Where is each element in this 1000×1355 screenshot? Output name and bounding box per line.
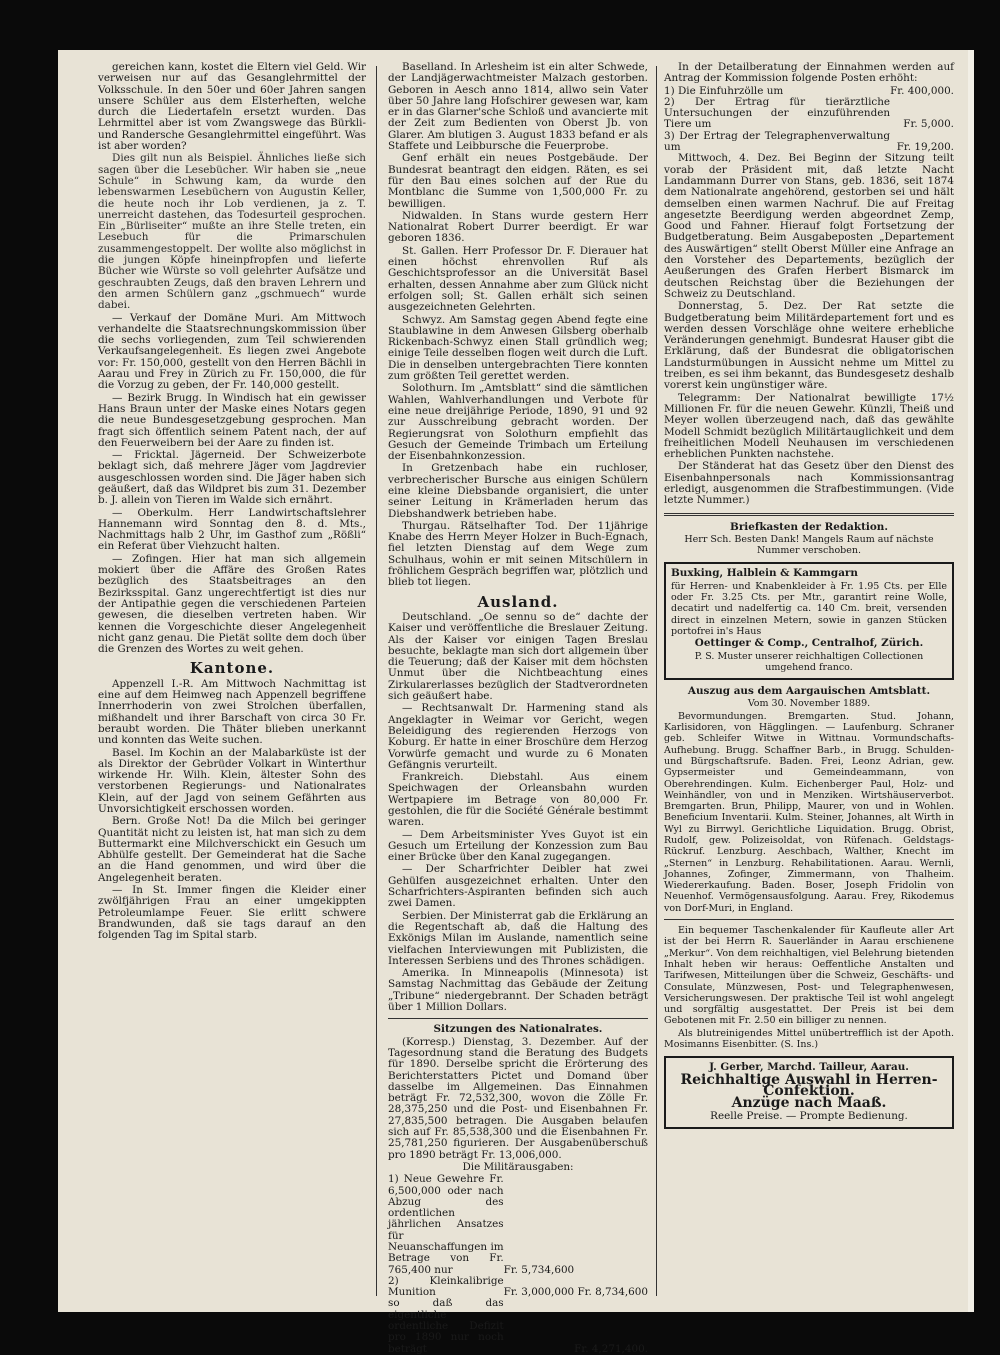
article-text: Donnerstag, 5. Dez. Der Rat setzte die Budgetberatung beim Militärdepartement fort und es werden dessen Vorschläge ohne weitere erhebliche Veränderungen genehmigt. Bundesrat Hauser gibt die Erklärung, daß der Bundesrat die obligatorischen Landsturmübungen in Aussicht nehme um Mittel zu treiben, es sei ihm bekannt, das Bundesgesetz deshalb vorerst kein ungünstiger wäre. <box>664 300 954 392</box>
ad-text: P. S. Muster unserer reichhaltigen Collectionen umgehend franco. <box>694 650 924 673</box>
article-text: — Rechtsanwalt Dr. Harmening stand als Angeklagter in Weimar vor Gericht, wegen Beleidigung des regierenden Herzogs von Koburg. Er hatte in einer Broschüre dem Herzog Vorwürfe gemacht und wurde zu 6 Monaten Gefängnis verurteilt. <box>388 702 648 771</box>
amtsblatt-text: Bevormundungen. Bremgarten. Stud. Johann, Karlisidoren, von Hägglingen. — Laufenburg. Schraner geb. Schleifer Witwe in Wittnau. Vormundschafts-Aufhebung. Brugg. Schaffner Barb., in Brugg. Schulden- und Bürgschaftsrufe. Baden. Frei, Leonz Adrian, gew. Gypsermeister und Gemeindeammann, von Oberehrendingen. Kulm. Eichenberger Paul, Holz- und Weinhändler, von und in Menziken. Wirtshäuserverbot. Bremgarten. Brun, Philipp, Maurer, von und in Wohlen. Beneficium Inventarii. Kulm. Steiner, Johannes, alt Wirth in Wyl zu Birrwyl. Gerichtliche Liquidation. Brugg. Obrist, Rudolf, gew. Polizeisoldat, von Rüfenach. Geldstags-Rückruf. Lenzburg. Aeschbach, Walther, Knecht im „Sternen“ in Lenzburg. Rehabilitationen. Aarau. Wernli, Johannes, Zofinger, Zimmermann, von Thalheim. Wiedererkaufung. Baden. Boser, Joseph Fridolin von Neuenhof. Vermögensausfolgung. Aarau. Frey, Rikodemus von Dorf-Muri, in England. <box>664 710 954 914</box>
section-heading-briefkasten: Briefkasten der Redaktion. <box>730 520 888 533</box>
article-text: Dies gilt nun als Beispiel. Ähnliches ließe sich sagen über die Lesebücher. Wir haben sie „neue Schule“ in Schwung kam, da wurde den lebenswarmen Lesebüchern von Augustin Keller, die heute noch ihr Lob verdienen, ja z. T. unerreicht dastehen, das Todesurteil gesprochen. Ein „Bürliseiter“ mußte an ihre Stelle treten, ein Lesebuch für die Primarschulen zusammengestoppelt. Der wollte also möglichst in die jungen Köpfe hineinpfropfen und lieferte Bücher wie Würste so voll gelehrter Aufsätze und geschraubten Zeugs, daß den braven Lehrern und den armen Schülern ganz „gschmuech“ wurde dabei. <box>98 152 366 312</box>
article-text: St. Gallen. Herr Professor Dr. F. Dierauer hat einen höchst ehrenvollen Ruf als Geschichtsprofessor an die Universität Basel erhalten, dessen Annahme aber zum Glück nicht erfolgen soll; St. Gallen erhält sich seinen ausgezeichneten Gelehrten. <box>388 244 648 314</box>
article-text: Herr Sch. Besten Dank! Mangels Raum auf nächste Nummer verschoben. <box>684 533 934 557</box>
page-edge <box>968 50 974 1312</box>
article-text: Baselland. In Arlesheim ist ein alter Schwede, der Landjägerwachtmeister Malzach gestorben. Geboren in Aesch anno 1814, allwo sein Vater über 50 Jahre lang Hofschirer gewesen war, kam er in das Glarner'sche Schloß und avancierte mit der Zeit zum Bedienten von Oberst Jb. von Glarer. Am blutigen 3. August 1833 befand er als Staffete und Leibbursche die Feuerprobe. <box>388 61 648 153</box>
article-text: Der Ständerat hat das Gesetz über den Dienst des Eisenbahnpersonals nach Kommissionsantrag erledigt, ausgenommen die Strafbestimmungen. (Vide letzte Nummer.) <box>664 460 954 507</box>
article-text: Schwyz. Am Samstag gegen Abend fegte eine Staublawine in dem Anwesen Gilsberg oberhalb Rickenbach-Schwyz einen Stall gründlich weg; einige Teile desselben flogen weit durch die Luft. Die in denselben untergebrachten Tiere konnten zum größten Teil gerettet werden. <box>388 313 648 383</box>
article-text: Frankreich. Diebstahl. Aus einem Speichwagen der Orleansbahn wurden Wertpapiere im Betrage von 80,000 Fr. gestohlen, die für die Société Générale bestimmt waren. <box>388 771 648 829</box>
column-rule <box>656 66 657 1296</box>
section-heading-nationalrat: Sitzungen des Nationalrates. <box>433 1023 603 1036</box>
revenue-label: 3) Der Ertrag der Telegraphenverwaltung um <box>664 129 891 154</box>
ad-firm: Oettinger & Comp., Centralhof, Zürich. <box>694 637 924 650</box>
divider <box>664 919 954 920</box>
newspaper-page <box>58 50 974 1355</box>
revenue-value: Fr. 5,000. <box>903 118 954 131</box>
article-text: Serbien. Der Ministerrat gab die Erklärung an die Regentschaft ab, daß die Haltung des Exkönigs Milan im Auslande, namentlich seine vielfachen Interviewungen mit Publizisten, die Interessen Serbiens und des Thrones schädigen. <box>388 909 648 967</box>
budget-total: Fr. 8,734,600 <box>577 1286 648 1299</box>
divider <box>664 513 954 516</box>
ad-text: Als blutreinigendes Mittel unübertrefflich ist der Apoth. Mosimanns Eisenbitter. (S. Ins.) <box>664 1027 954 1051</box>
article-text: — Dem Arbeitsminister Yves Guyot ist ein Gesuch um Erteilung der Konzession zum Bau einer Brücke über den Kanal zugegangen. <box>388 828 648 864</box>
amtsblatt-date: Vom 30. November 1889. <box>747 698 871 710</box>
article-text: In Gretzenbach habe ein ruchloser, verbrecherischer Bursche aus einigen Schülern eine kleine Diebsbande organisiert, die unter seiner Leitung in Krämerladen herum das Diebshandwerk betrieben habe. <box>388 462 648 520</box>
article-text: Thurgau. Rätselhafter Tod. Der 11jährige Knabe des Herrn Meyer Holzer in Buch-Egnach, fiel letzten Dienstag auf dem Wege zum Schulhaus, wohin er mit seinen Mitschülern in fröhlichem Gespräch begriffen war, plötzlich und blieb tot liegen. <box>388 519 648 589</box>
revenue-value: Fr. 19,200. <box>896 141 954 154</box>
article-text: In der Detailberatung der Einnahmen werden auf Antrag der Kommission folgende Posten erhöht: <box>664 61 954 85</box>
revenue-label: 2) Der Ertrag für tierärztliche Untersuchungen der einzuführenden Tiere um <box>664 95 891 131</box>
article-text: Bern. Große Not! Da die Milch bei geringer Quantität nicht zu leisten ist, hat man sich zu dem Buttermarkt eine Milchverschickt ein Gesuch um Abhülfe gestellt. Der Gemeinderat hat die Sache an die Hand genommen, und wird über die Angelegenheit beraten. <box>98 815 366 884</box>
column-left <box>98 62 366 1302</box>
divider <box>388 1018 648 1019</box>
column-right <box>664 62 954 1302</box>
subheading-military: Die Militärausgaben: <box>462 1160 574 1173</box>
article-text: Genf erhält ein neues Postgebäude. Der Bundesrat beantragt den eidgen. Räten, es sei für den Bau eines solchen auf der Rue du Montblanc die Summe von 1,500,000 Fr. zu bewilligen. <box>388 152 648 210</box>
article-text: Amerika. In Minneapolis (Minnesota) ist Samstag Nachmittag das Gebäude der Zeitung „Tribune“ niedergebrannt. Der Schaden beträgt über 1 Million Dollars. <box>388 967 648 1014</box>
article-text: (Korresp.) Dienstag, 3. Dezember. Auf der Tagesordnung stand die Beratung des Budgets für 1890. Derselbe spricht die Erörterung des Berichterstatters Pictet und Domand über dasselbe im Allgemeinen. Das Einnahmen beträgt Fr. 72,532,300, wovon die Zölle Fr. 28,375,250 und die Post- und Eisenbahnen Fr. 27,835,500 betragen. Die Ausgaben belaufen sich auf Fr. 85,538,300 und die Eisenbahnen Fr. 25,781,250 figurieren. Der Ausgabenüberschuß pro 1890 beträgt Fr. 13,006,000. <box>388 1035 648 1161</box>
revenue-value: Fr. 400,000. <box>890 84 954 97</box>
article-text: Solothurn. Im „Amtsblatt“ sind die sämtlichen Wahlen, Wahlverhandlungen und Verbote für eine neue dreijährige Periode, 1890, 91 und 92 zur Ausschreibung gebracht worden. Der Regierungsrat von Solothurn empfiehlt das Gesuch der Gemeinde Trimbach um Erteilung der Eisenbahnkonzession. <box>388 382 648 463</box>
article-text: Nidwalden. In Stans wurde gestern Herr Nationalrat Robert Durrer beerdigt. Er war geboren 1836. <box>388 209 648 245</box>
advertisement-box <box>664 562 954 680</box>
section-heading-ausland: Ausland. <box>477 592 559 611</box>
budget-label: 1) Neue Gewehre Fr. 6,500,000 oder nach Abzug des ordentlichen jährlichen Ansatzes für Neuanschaffungen im Betrage von Fr. 765,400 nur <box>388 1173 504 1276</box>
article-text: — Der Scharfrichter Deibler hat zwei Gehülfen ausgezeichnet erhalten. Unter den Scharfrichters-Aspiranten befinden sich auch zwei Damen. <box>388 863 648 910</box>
ad-title: Buxking, Halblein & Kammgarn <box>671 567 858 580</box>
budget-value: Fr. 5,734,600 <box>503 1263 575 1276</box>
column-rule <box>376 66 377 1296</box>
revenue-table <box>664 86 954 154</box>
article-text: — Fricktal. Jägerneid. Der Schweizerbote beklagt sich, daß mehrere Jäger vom Jagdrevier ausgeschlossen worden sind. Die Jäger haben sich geäußert, daß das Wildpret bis zum 31. Dezember b. J. allein von Tieren im Walde sich ernährt. <box>98 449 366 507</box>
article-text: — In St. Immer fingen die Kleider einer zwölfjährigen Frau an einer umgekippten Petroleumlampe Feuer. Sie erlitt schwere Brandwunden, daß sie tags darauf an den folgenden Tag im Spital starb. <box>98 884 366 942</box>
article-text: Mittwoch, 4. Dez. Bei Beginn der Sitzung teilt vorab der Präsident mit, daß letzte Nacht Landammann Durrer von Stans, geb. 1836, seit 1874 dem Nationalrate angehörend, gestorben sei und hält demselben einen warmen Nachruf. Die auf Freitag angesetzte Beerdigung werden abgeordnet Zemp, Good und Fahner. Hierauf folgt Fortsetzung der Budgetberatung. Beim Ausgabeposten „Departement des Auswärtigen“ stellt Oberst Müller eine Anfrage an den Vorsteher des Departements, bezüglich der Aeußerungen des Grafen Herbert Bismarck im deutschen Reichstag über die Beziehungen der Schweiz zu Deutschland. <box>664 152 954 300</box>
column-middle <box>388 61 648 1355</box>
military-budget-table <box>388 1174 648 1355</box>
revenue-label: 1) Die Einfuhrzölle um <box>664 84 784 97</box>
ad-headline: Reichhaltige Auswahl in Herren-Confektion. <box>680 1071 938 1099</box>
ad-firm: J. Gerber, Marchd. Tailleur, Aarau. <box>709 1061 909 1074</box>
ad-headline: Anzüge nach Maaß. <box>731 1095 887 1112</box>
ad-text: Reelle Preise. — Prompte Bedienung. <box>710 1109 908 1122</box>
article-text: — Verkauf der Domäne Muri. Am Mittwoch verhandelte die Staatsrechnungskommission über die sechs vorliegenden, zum Teil schwierenden Verkaufsangelegenheit. Es liegen zwei Angebote vor: Fr. 150,000, gestellt von den Herren Bächli in Aarau und Frey in Zürich zu Fr. 150,000, die für die Vorzug zu geben, der Fr. 140,000 gestellt. <box>98 311 366 392</box>
article-text: — Oberkulm. Herr Landwirtschaftslehrer Hannemann wird Sonntag den 8. d. Mts., Nachmittags halb 2 Uhr, im Gasthof zum „Rößli“ ein Referat über Viehzucht halten. <box>98 506 366 553</box>
ad-text: für Herren- und Knabenkleider à Fr. 1.95 Cts. per Elle oder Fr. 3.25 Cts. per Mtr., garantirt reine Wolle, decatirt und nadelfertig ca. 140 Cm. breit, versenden direct in einzelnen Metern, sowie in ganzen Stücken portofrei in's Haus <box>671 580 947 637</box>
article-text: — Zofingen. Hier hat man sich allgemein mokiert über die Affäre des Großen Rates bezüglich des Staatsbeitrages an den Bezirksspital. Ganz ungerechtfertigt ist dies nur der Antipathie gegen die verschiedenen Parteien gewesen, die dieselben vertreten haben. Wir kennen die Vorgeschichte dieser Angelegenheit nicht ganz genau. Die Pietät sollte dem doch über die Grenzen des Wortes zu weit gehen. <box>98 552 366 656</box>
budget-label: 2) Kleinkalibrige Munition <box>388 1274 504 1299</box>
ad-text: Ein bequemer Taschenkalender für Kaufleute aller Art ist der bei Herrn R. Sauerländer in Aarau erschienene „Merkur“. Von dem reichhaltigen, viel Belehrung bietenden Inhalt heben wir heraus: Oeffentliche Anstalten und Tarifwesen, Mitteilungen über die Schweiz, Geschäfts- und Consulate, Münzwesen, Post- und Telegraphenwesen, Versicherungswesen. Der praktische Teil ist wohl angelegt und sorgfältig ausgestattet. Der Preis ist bei dem Gebotenen mit Fr. 2.50 ein billiger zu nennen. <box>664 925 954 1027</box>
article-text: Basel. Im Kochin an der Malabarküste ist der als Direktor der Gebrüder Volkart in Winterthur wirkende Hr. Wilh. Klein, ältester Sohn des verstorbenen Regierungs- und Nationalrates Klein, auf der Jagd von seinem Gefährten aus Unvorsichtigkeit erschossen worden. <box>98 746 366 815</box>
article-text: — Bezirk Brugg. In Windisch hat ein gewisser Hans Braun unter der Maske eines Notars gegen die neue Bundesgesetzgebung gesprochen. Man fragt sich öffentlich seinem Patent nach, der auf den Feuerweibern bei der Aare zu finden ist. <box>98 391 366 449</box>
budget-label: so daß das eigentliche ordentliche Defizit pro 1890 nur noch beträgt <box>388 1297 504 1355</box>
budget-value: Fr. 3,000,000 <box>503 1286 575 1299</box>
article-text: Deutschland. „Oe sennu so de“ dachte der Kaiser und veröffentliche die Breslauer Zeitung. Als der Kaiser vor einigen Tagen Breslau besuchte, beklagte man sich dort allgemein über die Teuerung; daß der Kaiser mit dem höchsten Unmut über die Nichtbeachtung eines Zirkularerlasses bezüglich der Stadtverordneten sich geäußert habe. <box>388 610 648 703</box>
article-text: Telegramm: Der Nationalrat bewilligte 17½ Millionen Fr. für die neuen Gewehr. Künzli, Theiß und Meyer wollen überzeugend nach, daß das gewählte Modell Schmidt bezüglich Militärtauglichkeit und dem freiheitlichen Modell Neuhausen im verschiedenen erheblichen Punkten nachstehe. <box>664 391 954 461</box>
article-text: Appenzell I.-R. Am Mittwoch Nachmittag ist eine auf dem Heimweg nach Appenzell begriffene Innerrhoderin von zwei Strolchen überfallen, mißhandelt und ihrer Barschaft von circa 30 Fr. beraubt worden. Die Thäter blieben unerkannt und konnten das Weite suchen. <box>98 677 366 747</box>
section-heading-kantone: Kantone. <box>189 659 275 678</box>
article-text: gereichen kann, kostet die Eltern viel Geld. Wir verweisen nur auf das Gesanglehrmittel der Volksschule. In den 50er und 60er Jahren sangen unsere Schüler aus dem Elsterheften, welche durch die Liedertafeln ersetzt wurden. Das Lehrmittel aber ist vom Zwangswege das Bürkli- und Randersche Gesanglehrmittel eingeführt. Was ist aber worden? <box>98 61 366 153</box>
section-heading-amtsblatt: Auszug aus dem Aargauischen Amtsblatt. <box>687 685 931 698</box>
advertisement-box <box>664 1056 954 1128</box>
budget-deficit: Fr. 4,271,400. <box>574 1342 648 1355</box>
